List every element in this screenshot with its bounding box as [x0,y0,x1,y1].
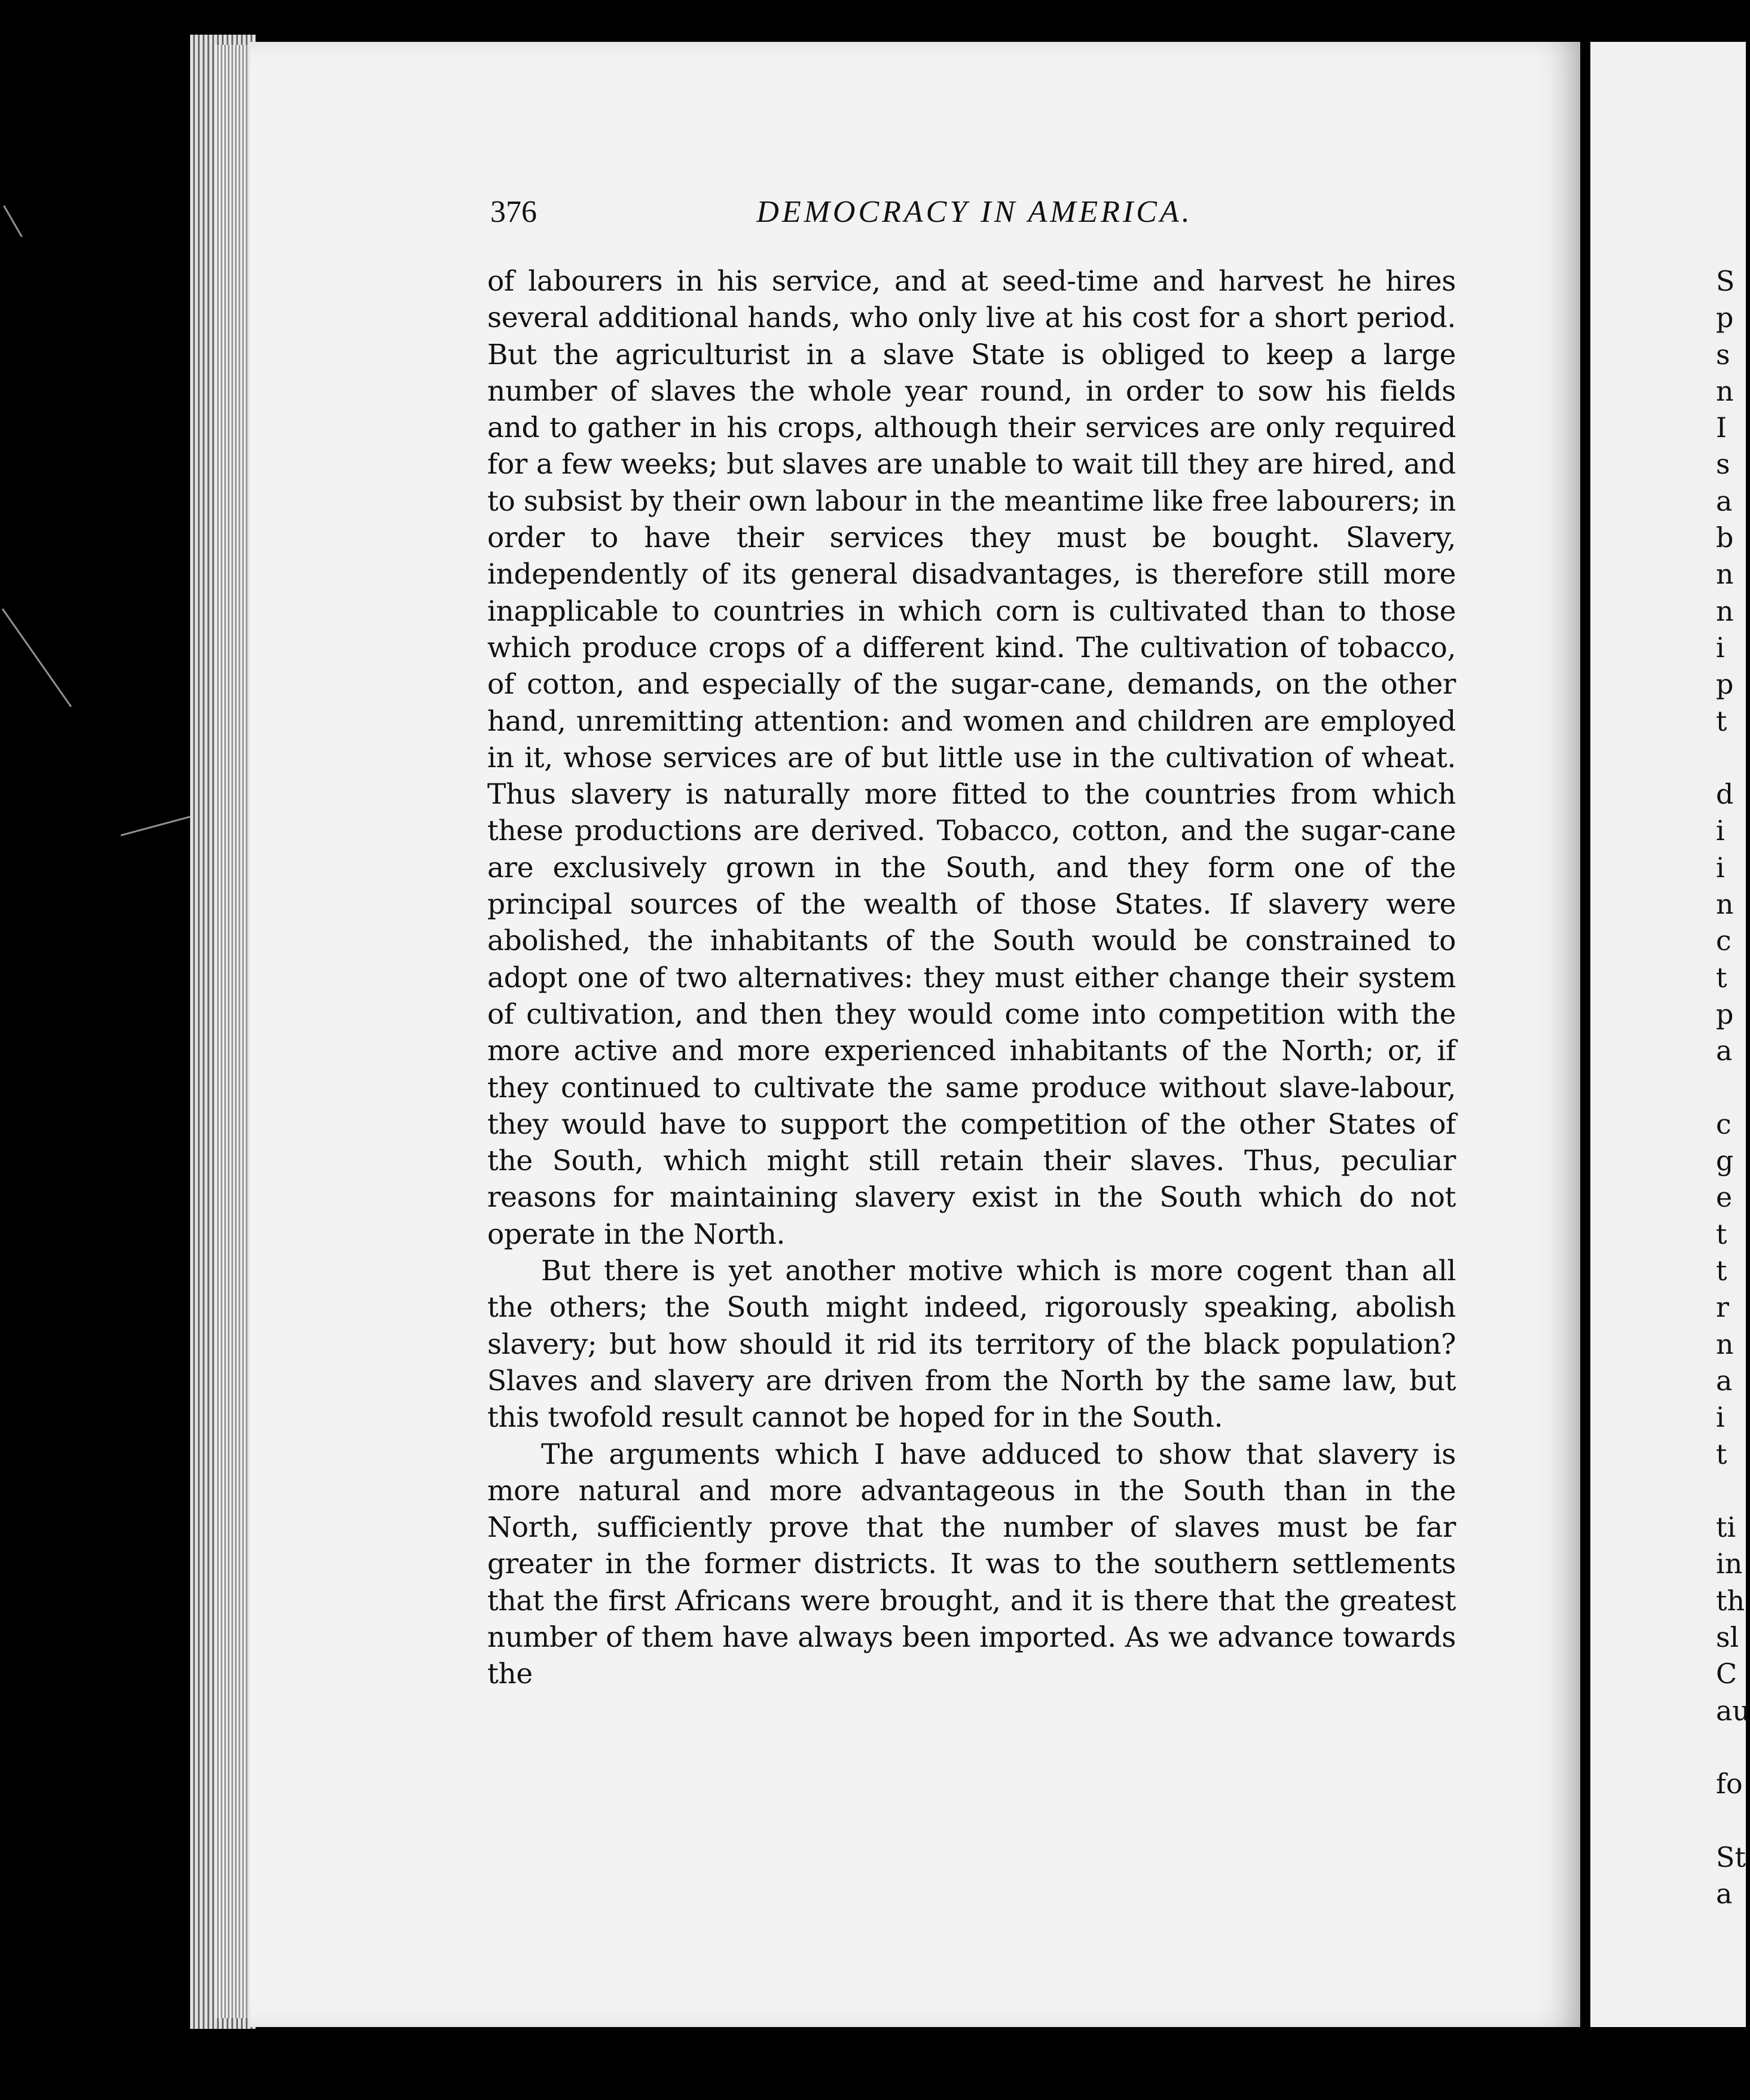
scan-artifact [2,608,72,707]
adjacent-page-fragment: C [1716,1658,1737,1690]
paragraph: The arguments which I have adduced to show that slavery is more natural and more advantageous in the South than in the North, sufficiently prove that the number of slaves must be far greater in the former districts. It was to the southern settlements that the first Africans were brought, and it is there that the greatest number of them have always been imported. As we advance towards the [487,1437,1456,1691]
adjacent-page-fragment: a [1716,484,1733,517]
adjacent-page-fragment: p [1716,301,1734,334]
scan-artifact [121,816,191,837]
adjacent-page-fragment: s [1716,448,1730,481]
adjacent-page-fragment [1716,1802,1740,1839]
adjacent-page-fragment: d [1716,778,1734,811]
adjacent-page-fragment: th [1716,1584,1745,1617]
adjacent-page-fragment: t [1716,704,1727,737]
adjacent-page-fragment: g [1716,1144,1734,1177]
adjacent-page-fragment: a [1716,1364,1733,1397]
adjacent-page-fragment: i [1716,631,1725,664]
adjacent-page-fragment: n [1716,1327,1734,1360]
adjacent-page-fragment: p [1716,997,1734,1030]
page-number: 376 [490,195,537,229]
adjacent-page-fragment: r [1716,1291,1729,1324]
adjacent-page-fragment [1716,1473,1740,1509]
adjacent-page-fragment: St [1716,1840,1746,1873]
adjacent-page-fragment: t [1716,1217,1727,1250]
page-header [490,194,1459,242]
adjacent-page-fragment [1716,740,1740,776]
adjacent-page-fragment: b [1716,521,1734,554]
adjacent-page-fragment [1716,1070,1740,1106]
paragraph: of labourers in his service, and at seed-time and harvest he hires several additional hands, who only live at his cost for a short period. But the agriculturist in a slave State is obliged to keep a large number of slaves the whole year round, in order to sow his fields and to gather in his crops, although their services are only required for a few weeks; but slaves are unable to wait till they are hired, and to subsist by their own labour in the meantime like free labourers; in order to have their services they must be bought. Slavery, independently of its general disadvantages, is therefore still more inapplicable to countries in which corn is cultivated than to those which produce crops of a different kind. The cultivation of tobacco, of cotton, and especially of the sugar-cane, demands, on the other hand, unremitting attention: and women and children are employed in it, whose services are of but little use in the cultivation of wheat. Thus slavery is naturally more fitted to the countries from which these productions are derived. Tobacco, cotton, and the sugar-cane are exclusively grown in the South, and they form one of the principal sources of the wealth of those States. If slavery were abolished, the inhabitants of the South would be constrained to adopt one of two alternatives: they must either change their system of cultivation, and then they would come into competition with the more active and more experienced inhabitants of the North; or, if they continued to cultivate the same produce without slave-labour, they would have to support the competition of the other States of the South, which might still retain their slaves. Thus, peculiar reasons for maintaining slavery exist in the South which do not operate in the North. [487,265,1456,1251]
adjacent-page-text [1716,263,1750,1912]
adjacent-page-fragment: t [1716,1437,1727,1470]
adjacent-page-fragment: n [1716,888,1734,921]
adjacent-page-fragment: t [1716,961,1727,994]
scan-artifact [3,205,23,237]
adjacent-page-fragment: e [1716,1181,1733,1214]
adjacent-page-fragment: in [1716,1547,1743,1580]
adjacent-page-fragment: fo [1716,1768,1743,1800]
adjacent-page-fragment: S [1716,265,1735,297]
adjacent-page-fragment: I [1716,411,1727,444]
adjacent-page-fragment: s [1716,338,1730,371]
adjacent-page-fragment: a [1716,1878,1733,1910]
adjacent-page-fragment: i [1716,1401,1725,1434]
running-title: DEMOCRACY IN AMERICA. [756,195,1193,229]
adjacent-page-fragment: n [1716,594,1734,627]
adjacent-page-fragment: i [1716,851,1725,884]
body-text [487,263,1456,1693]
adjacent-page-fragment: c [1716,1107,1731,1140]
adjacent-page-fragment: i [1716,814,1725,847]
adjacent-page-fragment [1716,1729,1740,1766]
adjacent-page-fragment: au [1716,1694,1750,1727]
adjacent-page-fragment: p [1716,668,1734,701]
adjacent-page-fragment: sl [1716,1620,1739,1653]
adjacent-page-fragment: t [1716,1254,1727,1287]
adjacent-page-fragment: c [1716,924,1731,957]
paragraph: But there is yet another motive which is more cogent than all the others; the South might indeed, rigorously speaking, abolish slavery; but how should it rid its territory of the black population? Slaves and slavery are driven from the North by the same law, but this twofold result cannot be hoped for in the South. [487,1254,1456,1434]
adjacent-page-fragment: ti [1716,1511,1736,1544]
adjacent-page-fragment: a [1716,1034,1733,1067]
adjacent-page-fragment: n [1716,558,1734,591]
page-edges-inner [215,45,248,2018]
adjacent-page-fragment: n [1716,374,1734,407]
